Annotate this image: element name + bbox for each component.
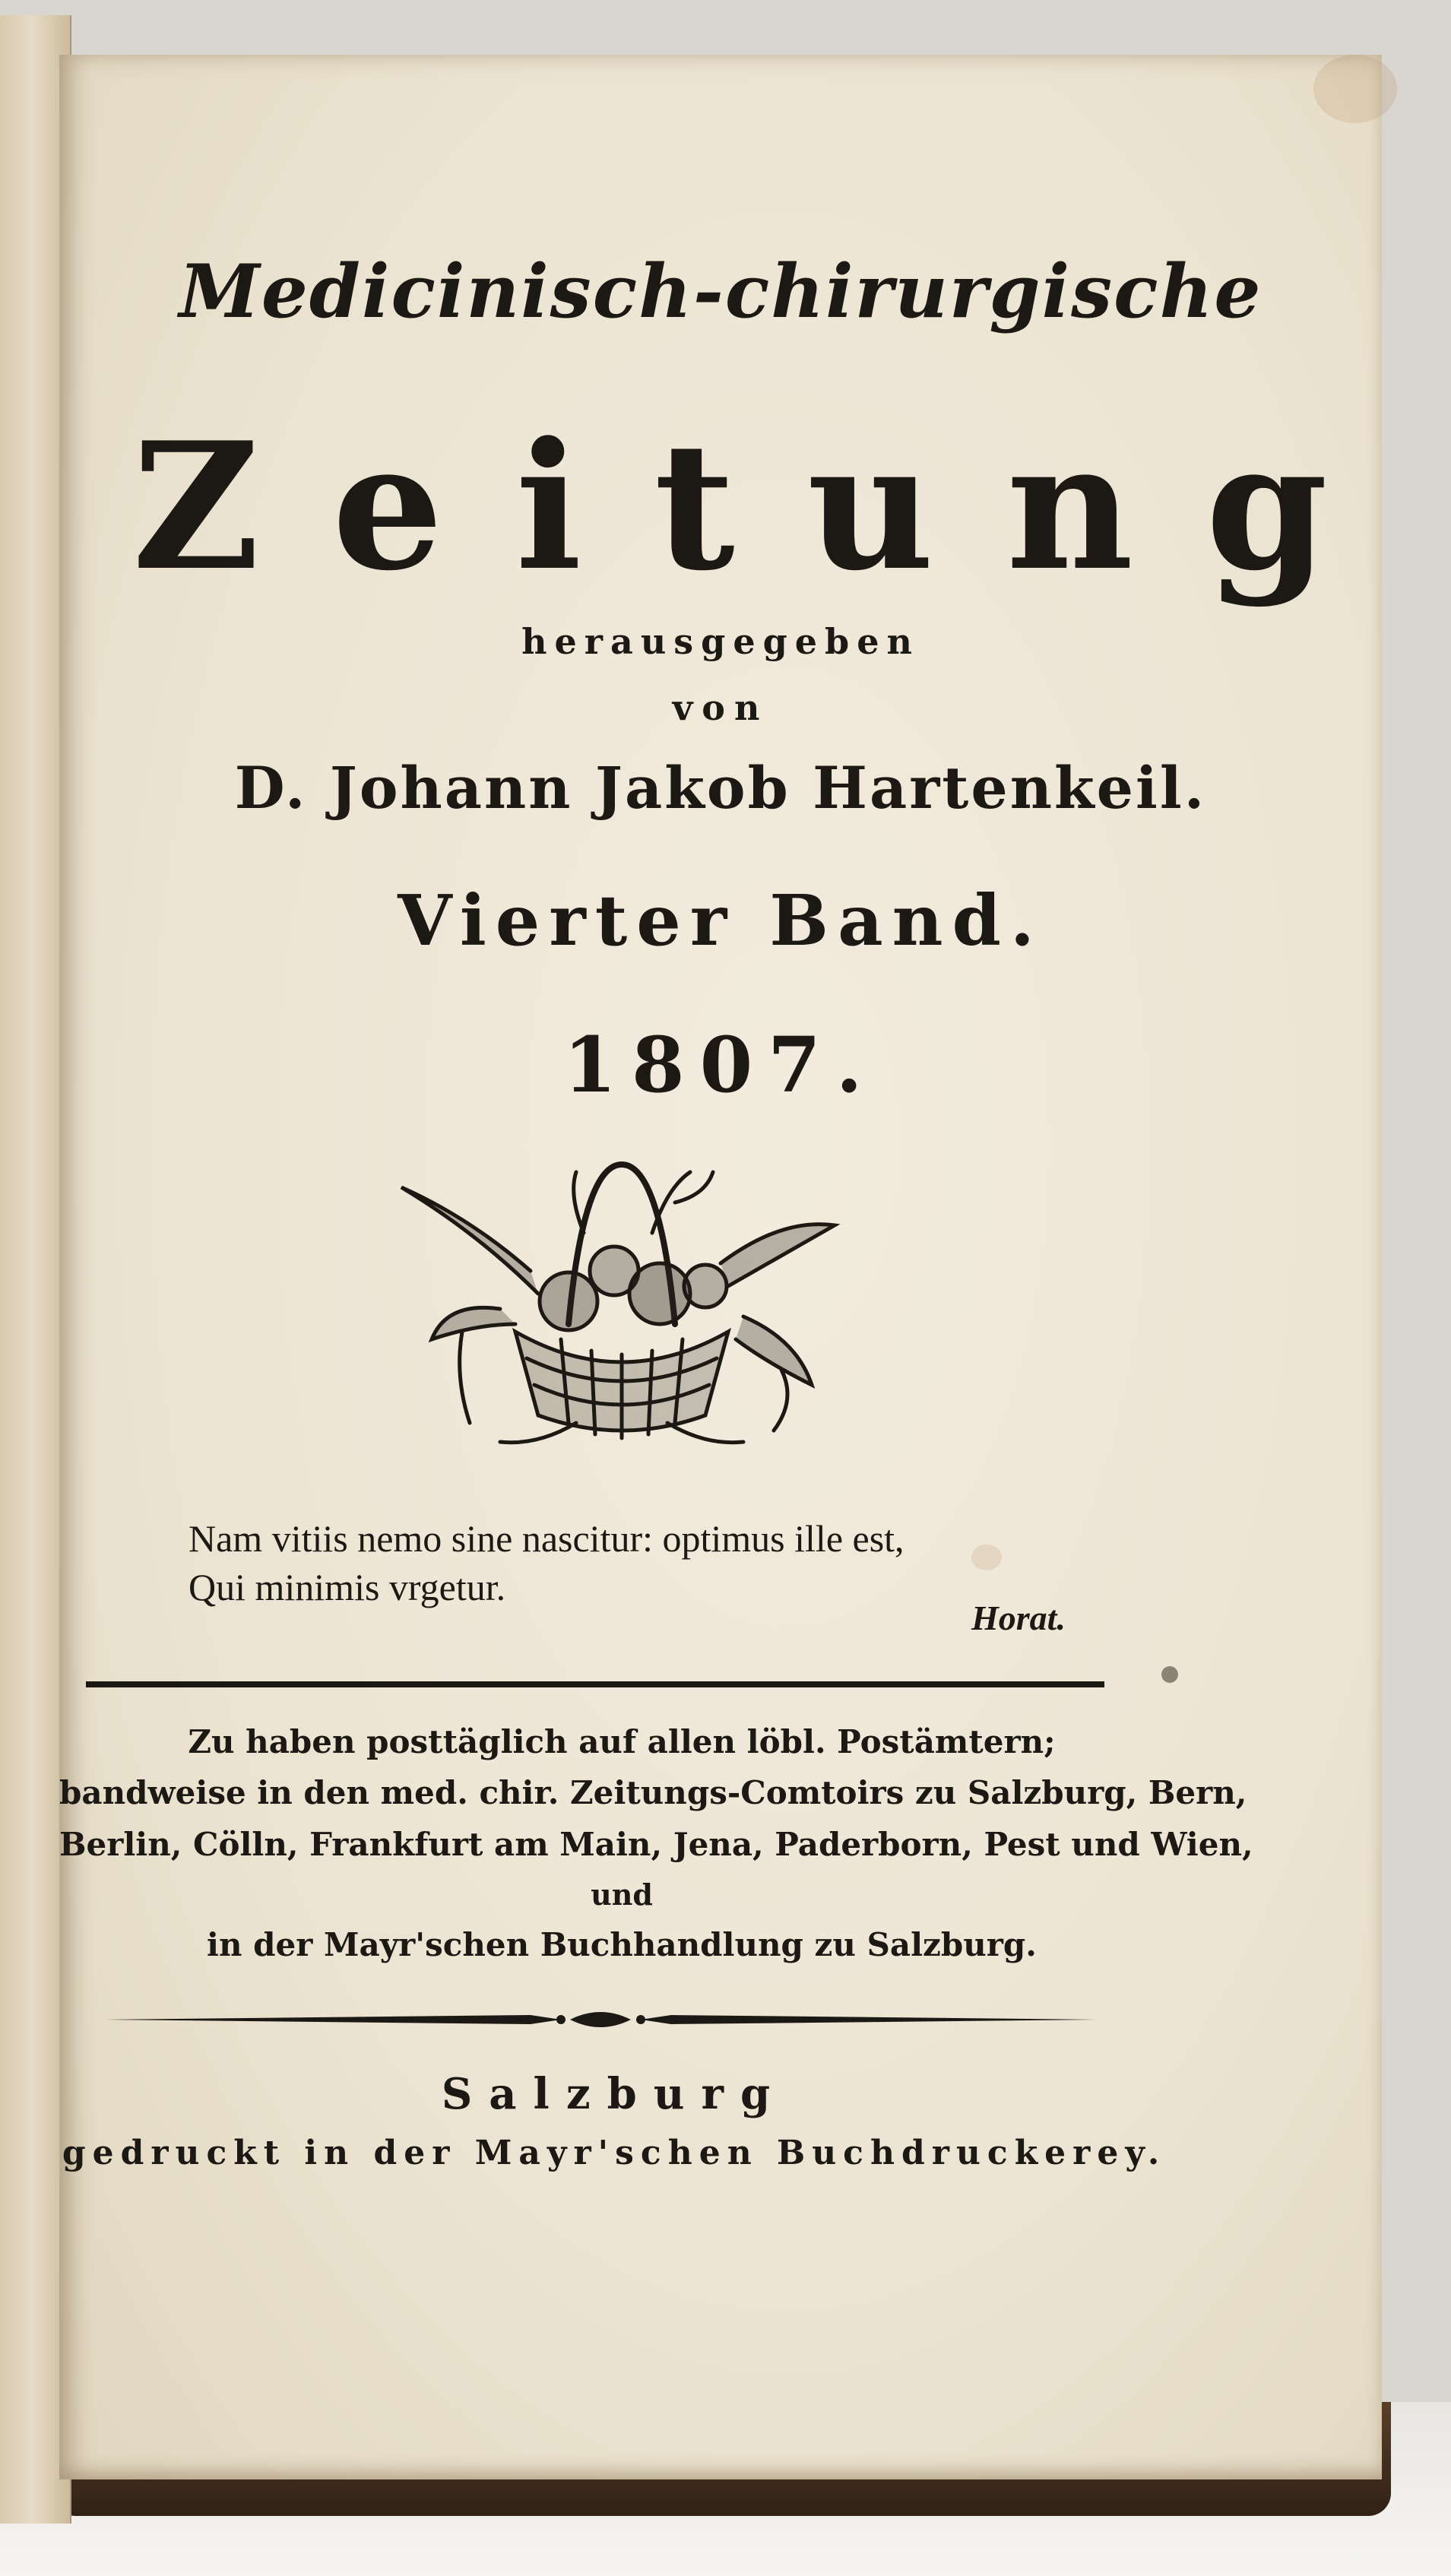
editor-name: D. Johann Jakob Hartenkeil. xyxy=(234,754,1207,822)
quote-line-1: Nam vitiis nemo sine nascitur: optimus ille est, xyxy=(189,1517,904,1560)
fruit-basket-vignette xyxy=(386,1142,857,1461)
title-page xyxy=(59,55,1401,2479)
availability-line-1: Zu haben posttäglich auf allen löbl. Postämtern; xyxy=(188,1723,1056,1760)
publication-year: 1807. xyxy=(563,1020,878,1110)
stain xyxy=(971,1545,1002,1570)
horizontal-rule xyxy=(86,1681,1104,1687)
imprint-city: Salzburg xyxy=(441,2069,787,2119)
volume-label: Vierter Band. xyxy=(398,879,1044,962)
stain xyxy=(1313,55,1397,123)
availability-line-2: bandweise in den med. chir. Zeitungs-Comtoirs zu Salzburg, Bern, xyxy=(59,1774,1247,1811)
ornamental-rule xyxy=(105,2004,1097,2035)
quote-line-2: Qui minimis vrgetur. xyxy=(189,1566,506,1608)
byline-von: von xyxy=(672,687,769,728)
availability-line-3: Berlin, Cölln, Frankfurt am Main, Jena, Paderborn, Pest und Wien, xyxy=(59,1826,1253,1863)
imprint-printer: gedruckt in der Mayr'schen Buchdruckerey. xyxy=(62,2134,1167,2172)
title-line-1: Medicinisch-chirurgische xyxy=(179,249,1262,334)
availability-line-4: und xyxy=(591,1877,653,1912)
availability-line-5: in der Mayr'schen Buchhandlung zu Salzburg. xyxy=(207,1926,1037,1963)
motto-quote xyxy=(189,1514,904,1611)
quote-author: Horat. xyxy=(971,1599,1066,1637)
byline-herausgegeben: herausgegeben xyxy=(521,621,920,662)
ink-spot xyxy=(1161,1666,1178,1683)
title-line-2: Zeitung xyxy=(131,404,1401,610)
